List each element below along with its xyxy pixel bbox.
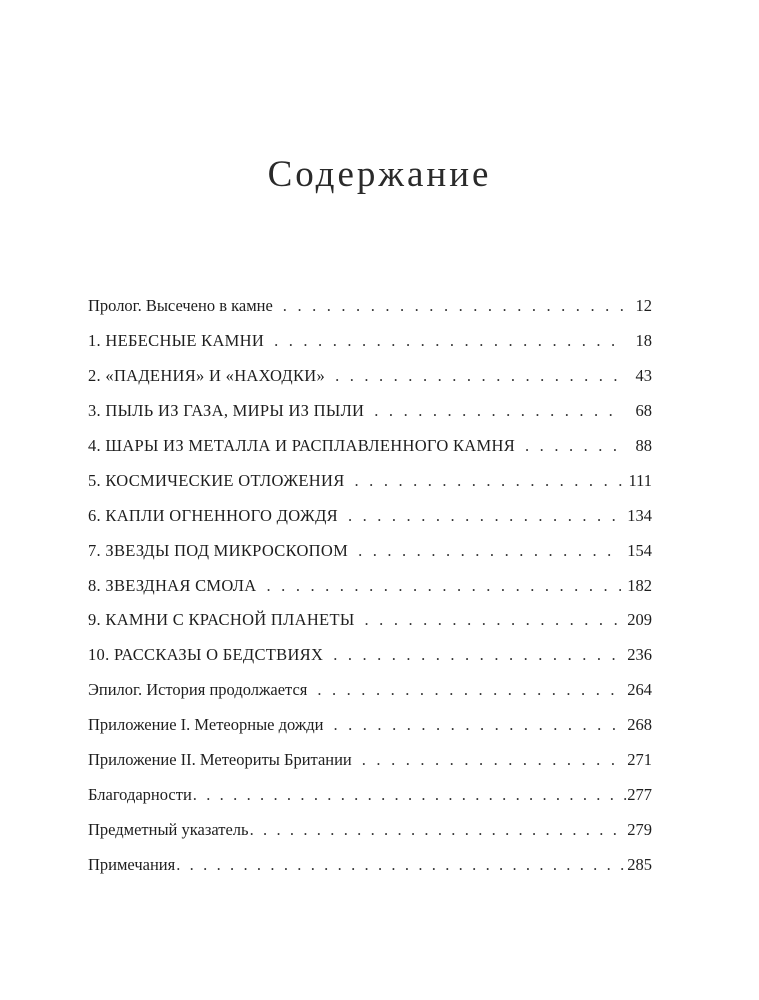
toc-entry-label: Приложение I. Метеорные дожди	[88, 715, 324, 735]
dot-leader	[317, 680, 621, 700]
toc-entry-label: Приложение II. Метеориты Британии	[88, 750, 352, 770]
dot-leader	[362, 750, 621, 770]
dot-leader	[283, 296, 624, 316]
toc-entry-label: 7. ЗВЕЗДЫ ПОД МИКРОСКОПОМ	[88, 540, 349, 560]
toc-page-number: 68	[635, 401, 652, 421]
toc-entry-label: 2. «ПАДЕНИЯ» И «НАХОДКИ»	[88, 366, 326, 386]
toc-entry-label: Предметный указатель	[88, 819, 249, 839]
toc-entry	[88, 603, 652, 638]
toc-entry-label: 5. КОСМИЧЕСКИЕ ОТЛОЖЕНИЯ	[88, 470, 345, 490]
toc-page-number: 236	[627, 645, 652, 665]
dot-leader	[374, 401, 624, 421]
dot-leader	[335, 366, 624, 386]
dot-leader	[267, 576, 622, 596]
toc-page-number: 12	[635, 296, 652, 316]
toc-entry	[88, 394, 652, 429]
toc-page-number: 88	[635, 436, 652, 455]
toc-entry-label: Эпилог. История продолжается	[88, 680, 308, 700]
toc-page-number: 271	[627, 750, 652, 770]
toc-page-number: 285	[627, 854, 652, 874]
dot-leader	[348, 506, 621, 526]
toc-entry-label: 6. КАПЛИ ОГНЕННОГО ДОЖДЯ	[88, 505, 338, 525]
toc-page-number: 18	[635, 331, 652, 351]
dot-leader	[193, 785, 627, 805]
toc-entry	[88, 847, 652, 882]
toc-entry	[88, 812, 652, 847]
toc-entry	[88, 743, 652, 778]
toc-entry-label: 8. ЗВЕЗДНАЯ СМОЛА	[88, 575, 257, 595]
toc-entry	[88, 638, 652, 673]
toc-entry	[88, 673, 652, 708]
toc-entry-label: 4. ШАРЫ ИЗ МЕТАЛЛА И РАСПЛАВЛЕННОГО КАМНЯ	[88, 436, 516, 455]
toc-entry	[88, 498, 652, 533]
toc-entry-label: Примечания	[88, 854, 176, 874]
toc-page-number: 134	[627, 505, 652, 525]
toc-entry-label: 1. НЕБЕСНЫЕ КАМНИ	[88, 331, 265, 351]
toc-entry-label: Пролог. Высечено в камне	[88, 296, 273, 316]
toc-entry	[88, 533, 652, 568]
toc-entry	[88, 289, 652, 324]
toc-entry	[88, 463, 652, 498]
dot-leader	[355, 471, 623, 491]
toc-page-number: 43	[635, 366, 652, 386]
table-of-contents	[88, 289, 652, 882]
dot-leader	[250, 820, 628, 840]
page-title: Содержание	[267, 153, 492, 195]
dot-leader	[333, 645, 621, 665]
toc-page-number: 268	[627, 715, 652, 735]
toc-entry-label: 9. КАМНИ С КРАСНОЙ ПЛАНЕТЫ	[88, 610, 355, 630]
toc-page-number: 277	[627, 784, 652, 804]
toc-page-number: 264	[627, 680, 652, 700]
dot-leader	[176, 855, 627, 875]
toc-entry-label: 10. РАССКАЗЫ О БЕДСТВИЯХ	[88, 645, 324, 665]
dot-leader	[365, 610, 622, 630]
toc-page-number: 182	[627, 575, 652, 595]
toc-page-number: 279	[627, 819, 652, 839]
toc-entry	[88, 708, 652, 743]
toc-page-number: 111	[628, 470, 652, 490]
dot-leader	[525, 436, 624, 456]
toc-entry	[88, 568, 652, 603]
dot-leader	[274, 331, 624, 351]
toc-entry	[88, 777, 652, 812]
toc-entry	[88, 324, 652, 359]
dot-leader	[358, 541, 621, 561]
toc-entry	[88, 429, 652, 464]
toc-entry-label: Благодарности	[88, 784, 192, 804]
toc-entry-label: 3. ПЫЛЬ ИЗ ГАЗА, МИРЫ ИЗ ПЫЛИ	[88, 401, 365, 421]
toc-entry	[88, 359, 652, 394]
toc-page-number: 154	[627, 540, 652, 560]
toc-page-number: 209	[627, 610, 652, 630]
dot-leader	[333, 715, 621, 735]
